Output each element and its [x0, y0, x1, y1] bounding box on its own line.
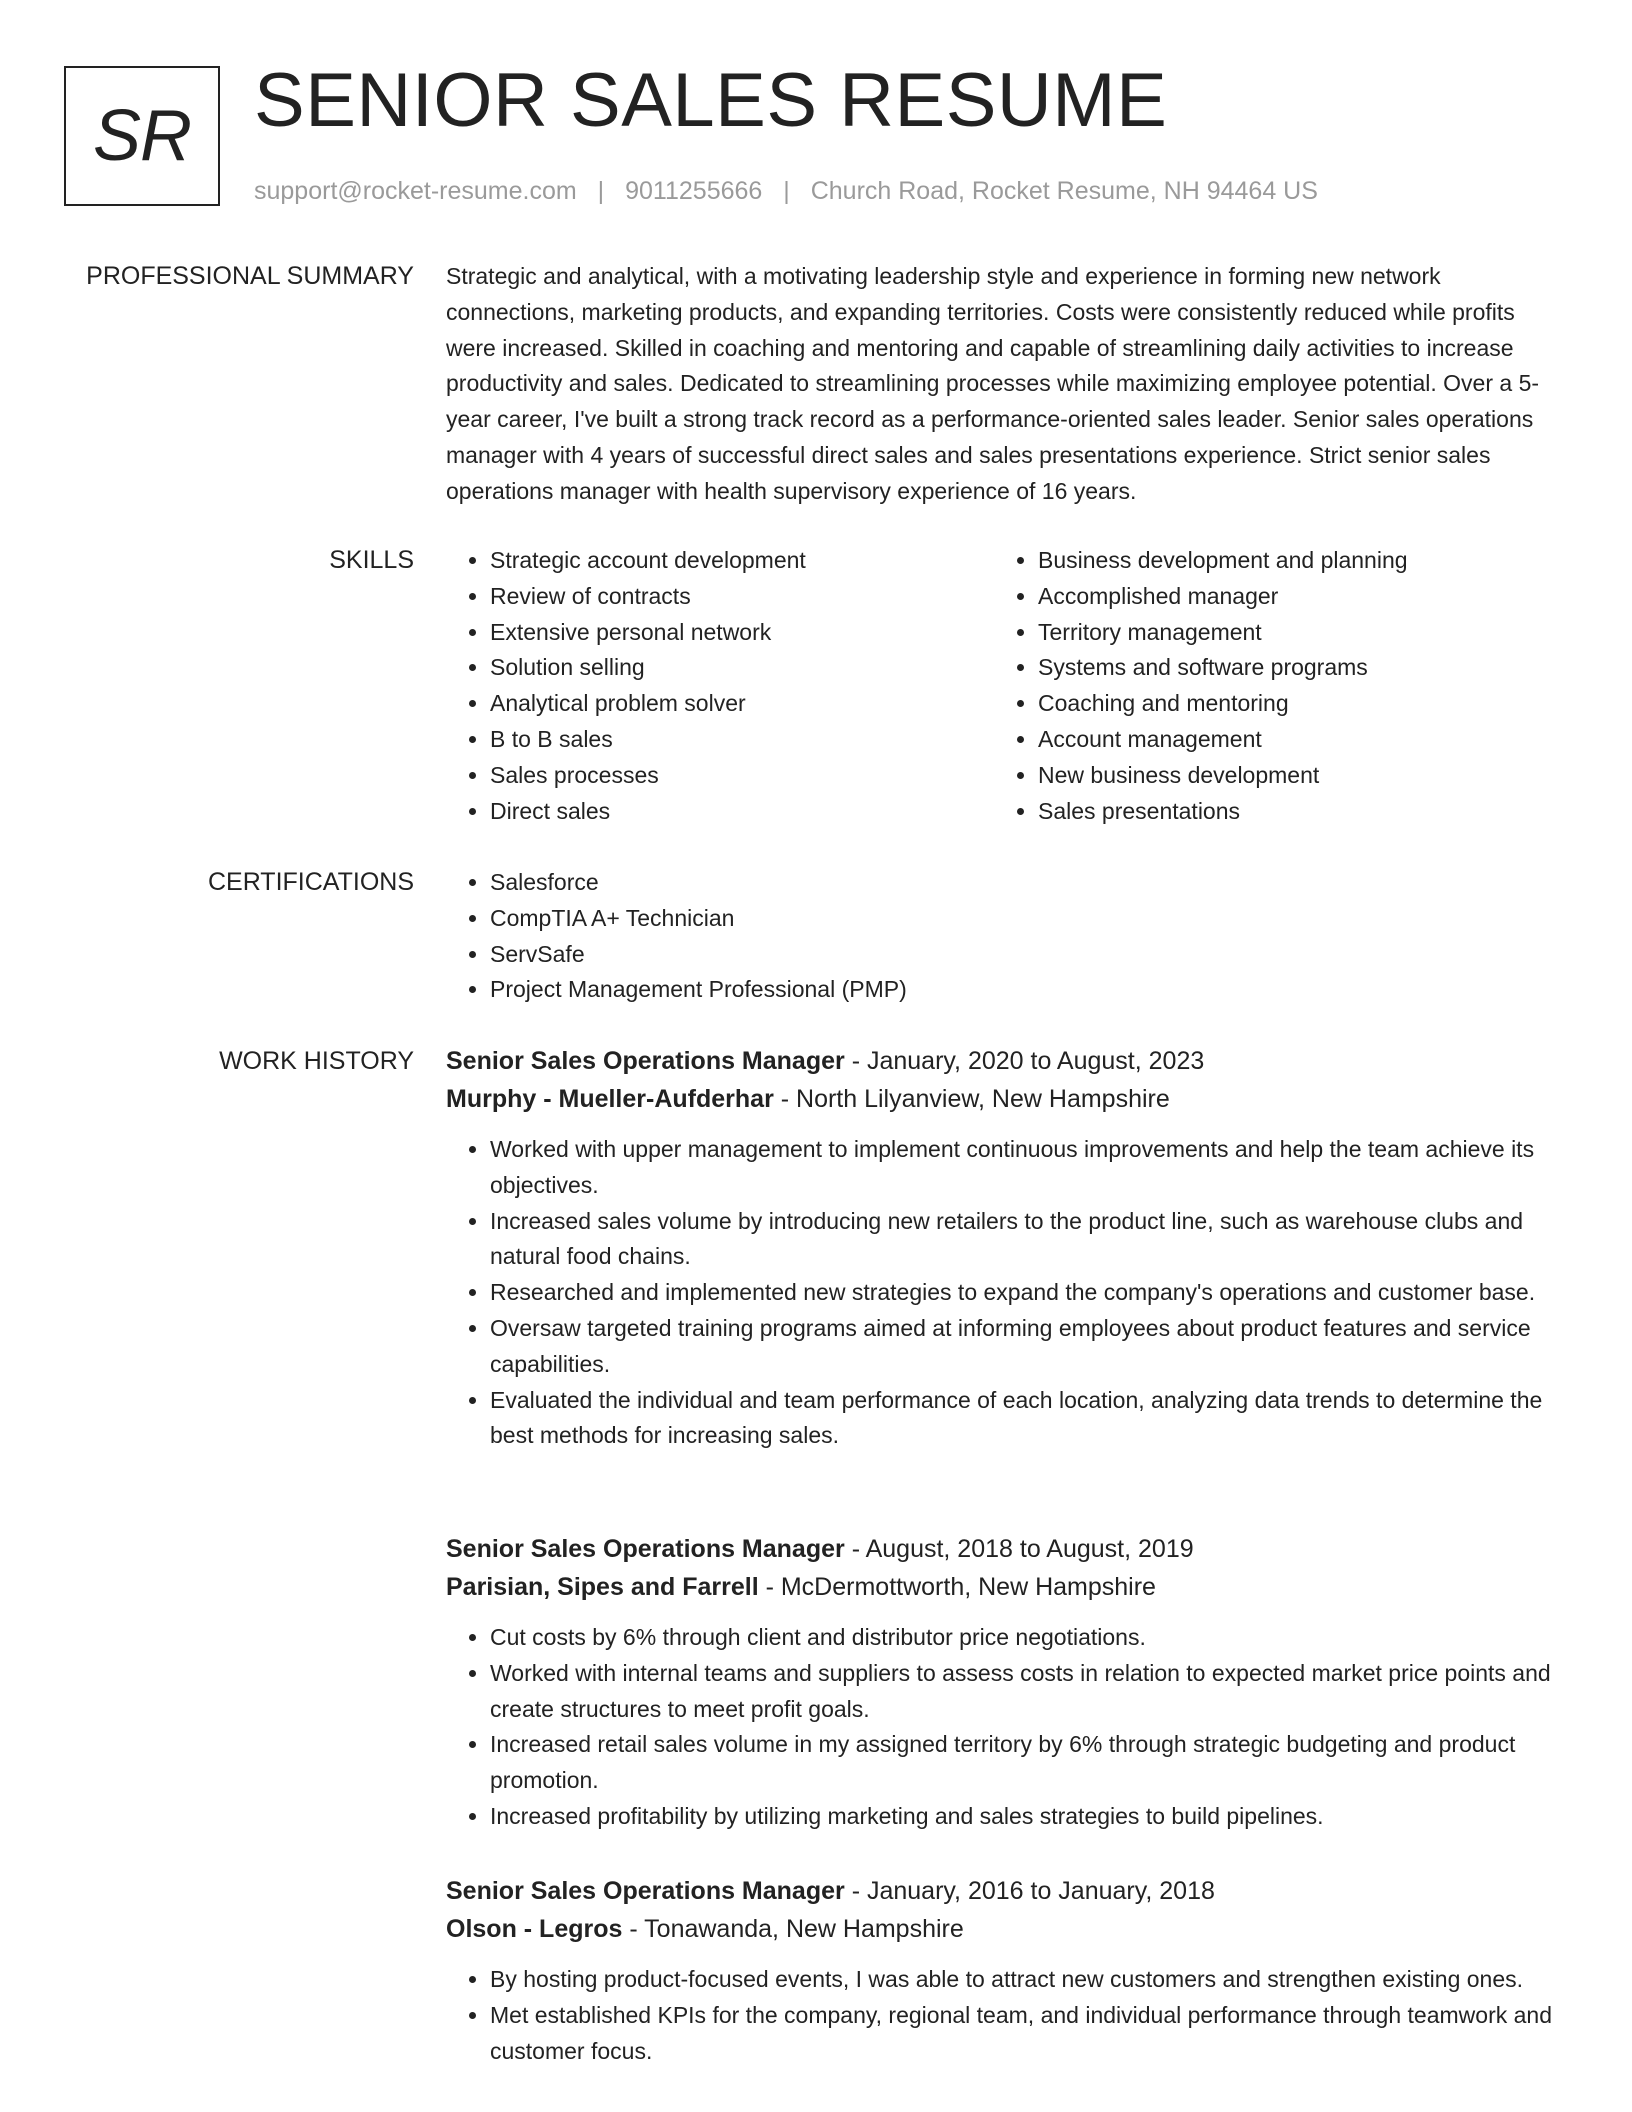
- job-company-line: [446, 1080, 1560, 1118]
- job-duty-item: • Oversaw targeted training programs aimed at informing employees about product features and service capabilities.: [490, 1311, 1560, 1383]
- monogram-badge: [64, 66, 220, 206]
- job-duty-item: • Researched and implemented new strategies to expand the company's operations and customer base.: [490, 1275, 1560, 1311]
- job-duties-list: [446, 1962, 1560, 2069]
- job-duty-item: • Worked with internal teams and suppliers to assess costs in relation to expected market price points and create structures to meet profit goals.: [490, 1656, 1560, 1728]
- skill-item: • Review of contracts: [490, 579, 994, 615]
- contact-address: Church Road, Rocket Resume, NH 94464 US: [810, 177, 1318, 205]
- contact-phone[interactable]: 9011255666: [625, 177, 763, 205]
- contact-line: [254, 174, 1318, 208]
- skill-item: • Coaching and mentoring: [1038, 686, 1598, 722]
- resume-title: SENIOR SALES RESUME: [254, 58, 1168, 143]
- skill-item: • B to B sales: [490, 722, 994, 758]
- monogram-initials: SR: [92, 96, 192, 176]
- certification-item: • Project Management Professional (PMP): [490, 972, 1560, 1008]
- skill-item: • Territory management: [1038, 615, 1598, 651]
- job-location: - North Lilyanview, New Hampshire: [773, 1085, 1170, 1113]
- job-title-line: [446, 1872, 1560, 1910]
- skill-item: • Sales presentations: [1038, 794, 1598, 830]
- job-duty-item: • Evaluated the individual and team performance of each location, analyzing data trends to determine the best methods for increasing sales.: [490, 1383, 1560, 1455]
- certifications-list: [446, 865, 1560, 1008]
- job-duty-item: • Increased profitability by utilizing marketing and sales strategies to build pipelines.: [490, 1799, 1560, 1835]
- job-title: Senior Sales Operations Manager: [446, 1877, 845, 1905]
- job-title: Senior Sales Operations Manager: [446, 1047, 845, 1075]
- job-company: Olson - Legros: [446, 1915, 623, 1943]
- job-dates: - January, 2016 to January, 2018: [844, 1877, 1215, 1905]
- skills-list-right: [994, 543, 1598, 829]
- skill-item: • Strategic account development: [490, 543, 994, 579]
- summary-text: Strategic and analytical, with a motivating leadership style and experience in forming new network connections, marketing products, and expanding territories. Costs were consistently reduced while profits were increased. Skilled in coaching and mentoring and capable of streamlining daily activities to increase productivity and sales. Dedicated to streamlining processes while maximizing employee potential. Over a 5-year career, I've built a strong track record as a performance-oriented sales leader. Senior sales operations manager with 4 years of successful direct sales and sales presentations experience. Strict senior sales operations manager with health supervisory experience of 16 years.: [446, 263, 1540, 504]
- contact-separator: |: [597, 177, 605, 205]
- job-title: Senior Sales Operations Manager: [446, 1535, 845, 1563]
- job-location: - McDermottworth, New Hampshire: [758, 1573, 1156, 1601]
- skill-item: • Accomplished manager: [1038, 579, 1598, 615]
- skill-item: • Direct sales: [490, 794, 994, 830]
- skill-item: • New business development: [1038, 758, 1598, 794]
- skill-item: • Analytical problem solver: [490, 686, 994, 722]
- section-label-skills: SKILLS: [329, 546, 414, 574]
- job-dates: - January, 2020 to August, 2023: [844, 1047, 1205, 1075]
- job-entry: [446, 1872, 1560, 2069]
- skills-list-left: [446, 543, 994, 829]
- job-entry: [446, 1042, 1560, 1454]
- skills-body: [446, 543, 1560, 829]
- certification-item: • ServSafe: [490, 937, 1560, 973]
- section-label-certifications: CERTIFICATIONS: [207, 868, 414, 896]
- skill-item: • Extensive personal network: [490, 615, 994, 651]
- section-label-work-history: WORK HISTORY: [219, 1047, 414, 1075]
- job-duty-item: • Cut costs by 6% through client and distributor price negotiations.: [490, 1620, 1560, 1656]
- certification-item: • CompTIA A+ Technician: [490, 901, 1560, 937]
- certification-item: • Salesforce: [490, 865, 1560, 901]
- job-dates: - August, 2018 to August, 2019: [844, 1535, 1194, 1563]
- skill-item: • Solution selling: [490, 650, 994, 686]
- contact-separator: |: [783, 177, 790, 205]
- job-duties-list: [446, 1132, 1560, 1454]
- job-location: - Tonawanda, New Hampshire: [622, 1915, 964, 1943]
- job-title-line: [446, 1042, 1560, 1080]
- skill-item: • Account management: [1038, 722, 1598, 758]
- job-company-line: [446, 1568, 1560, 1606]
- job-duties-list: [446, 1620, 1560, 1835]
- job-duty-item: • Increased sales volume by introducing new retailers to the product line, such as warehouse clubs and natural food chains.: [490, 1204, 1560, 1276]
- section-label-summary: PROFESSIONAL SUMMARY: [86, 262, 414, 290]
- job-title-line: [446, 1530, 1560, 1568]
- job-company: Parisian, Sipes and Farrell: [446, 1573, 759, 1601]
- job-entry: [446, 1530, 1560, 1835]
- job-duty-item: • Worked with upper management to implement continuous improvements and help the team achieve its objectives.: [490, 1132, 1560, 1204]
- skill-item: • Business development and planning: [1038, 543, 1598, 579]
- skill-item: • Sales processes: [490, 758, 994, 794]
- job-duty-item: • Met established KPIs for the company, regional team, and individual performance through teamwork and customer focus.: [490, 1998, 1560, 2070]
- job-duty-item: • By hosting product-focused events, I was able to attract new customers and strengthen existing ones.: [490, 1962, 1560, 1998]
- job-duty-item: • Increased retail sales volume in my assigned territory by 6% through strategic budgeting and product promotion.: [490, 1727, 1560, 1799]
- certifications-body: [446, 865, 1560, 1008]
- job-company: Murphy - Mueller-Aufderhar: [446, 1085, 774, 1113]
- summary-body: [446, 259, 1560, 510]
- contact-email[interactable]: support@rocket-resume.com: [254, 177, 577, 205]
- skill-item: • Systems and software programs: [1038, 650, 1598, 686]
- job-company-line: [446, 1910, 1560, 1948]
